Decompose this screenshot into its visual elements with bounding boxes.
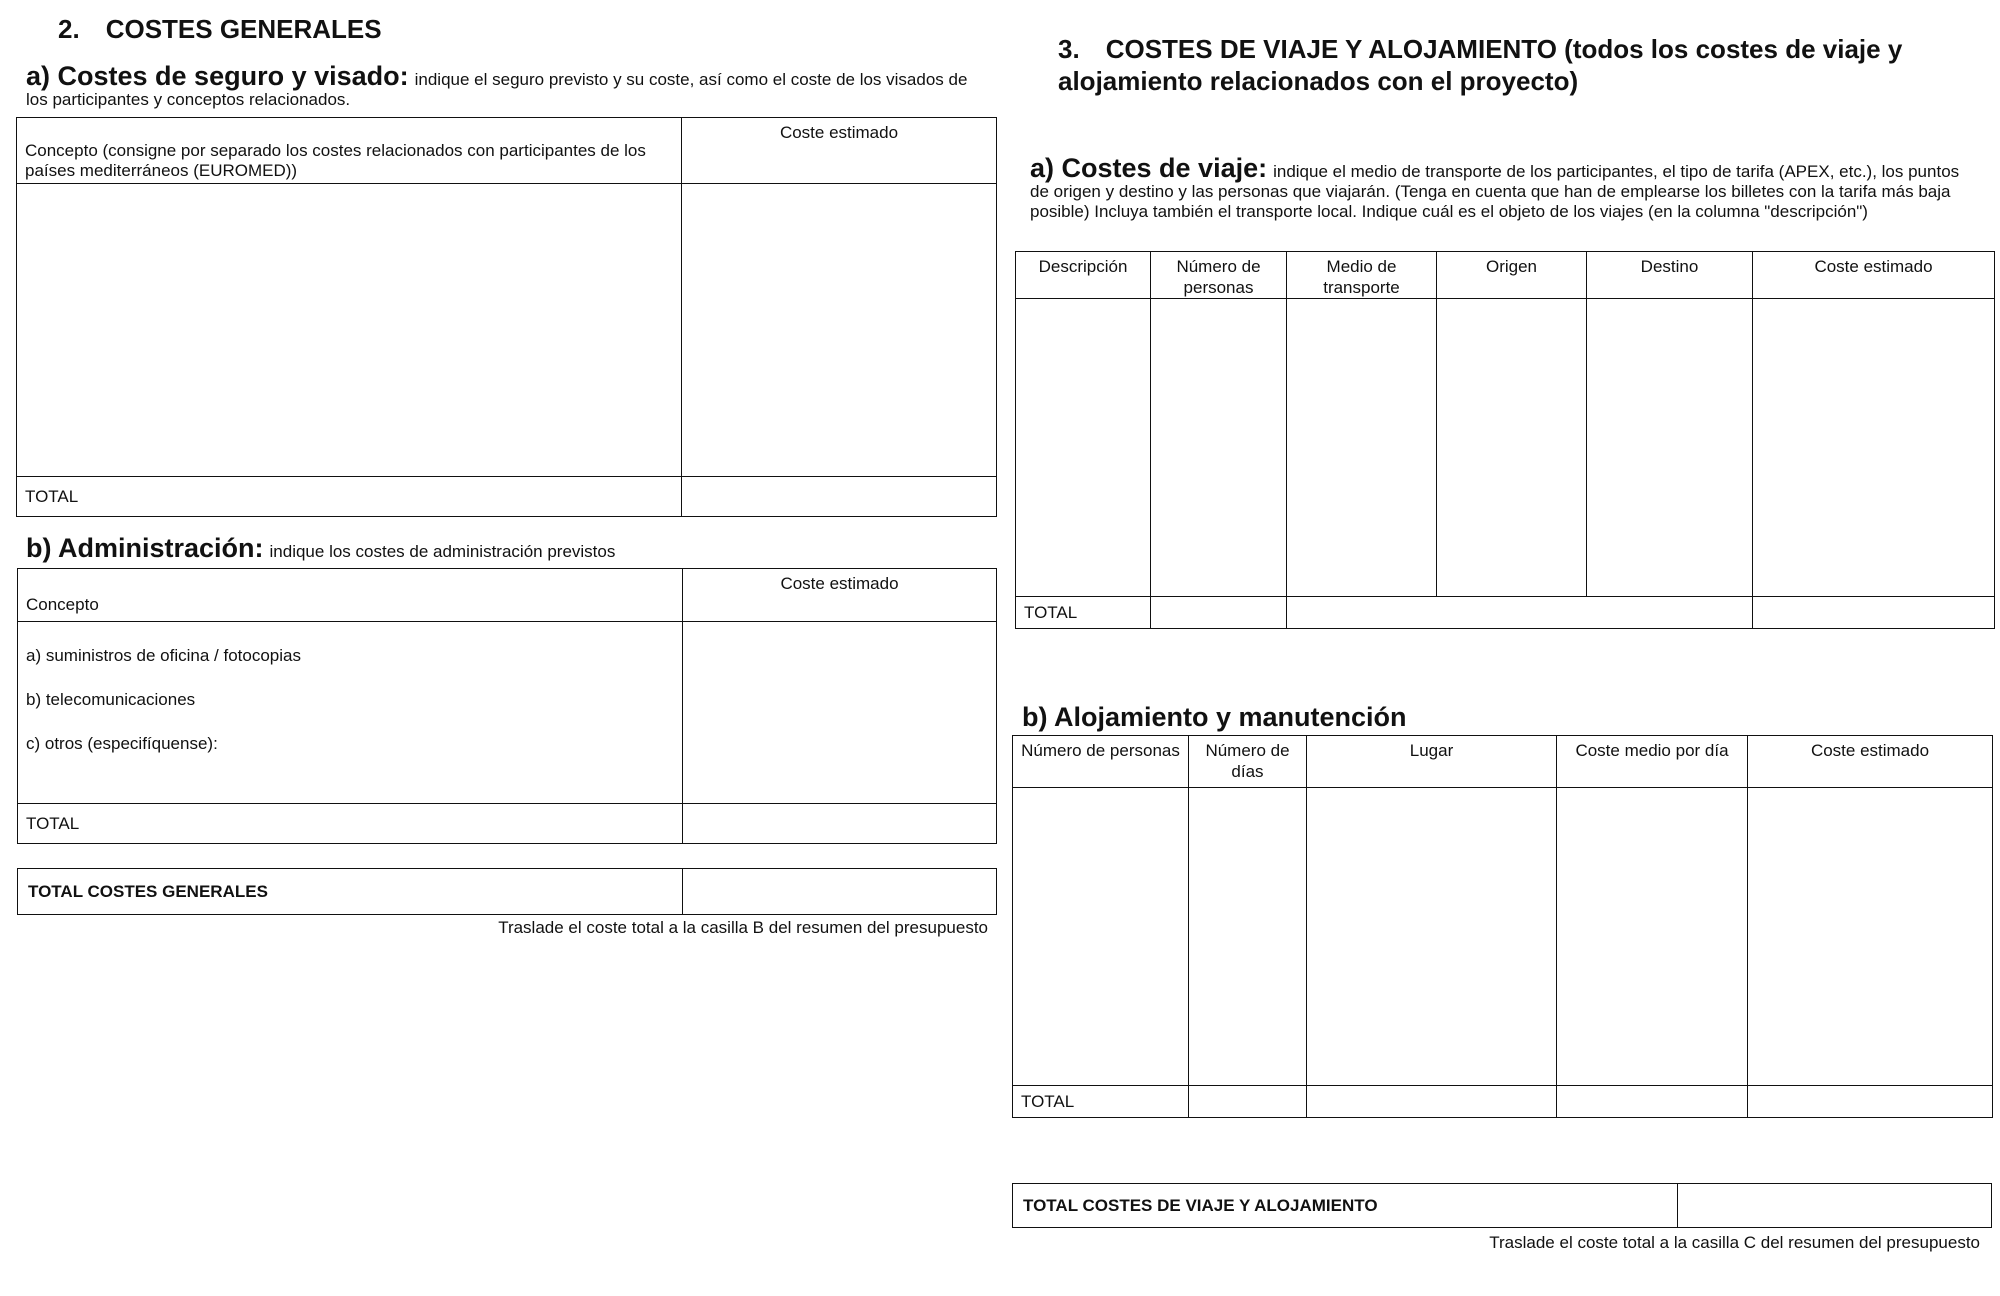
accommodation-heading: b) Alojamiento y manutención (1022, 702, 1407, 732)
travel-accommodation-note: Traslade el coste total a la casilla C del resumen del presupuesto (1489, 1233, 1980, 1252)
insurance-visa-table (16, 117, 997, 517)
administration-lead: b) Administración: (26, 533, 264, 563)
travel-accommodation-total-table (1012, 1183, 1992, 1228)
section-3-title-line2: alojamiento relacionados con el proyecto) (1058, 66, 1579, 96)
travel-total-blank-cell (1287, 597, 1753, 629)
general-costs-note: Traslade el coste total a la casilla B del resumen del presupuesto (498, 918, 988, 937)
travel-costs-table (1015, 251, 1995, 629)
total-cost-cell[interactable] (682, 477, 997, 517)
accom-cost-cell[interactable] (1748, 788, 1993, 1086)
cost-entry-cell[interactable] (682, 184, 997, 477)
insurance-visa-instructions: indique el seguro previsto y su coste, así como el coste de los visados de los participantes y conceptos relacionados. (26, 70, 968, 109)
total-cost-cell[interactable] (683, 804, 997, 844)
accom-total-avg-cell[interactable] (1557, 1086, 1748, 1118)
section-3-title-line1: COSTES DE VIAJE Y ALOJAMIENTO (todos los costes de viaje y (1105, 34, 1903, 64)
cost-entry-cell[interactable] (683, 622, 997, 804)
travel-costs-instructions: indique el medio de transporte de los participantes, el tipo de tarifa (APEX, etc.), los puntos de origen y destino y las personas que viajarán. (Tenga en cuenta que han de emplearse los billetes con la tarifa más baja posible) Incluya también el transporte local. Indique cuál es el objeto de los viajes (en la columna "descripción") (1030, 162, 1960, 221)
accom-total-place-cell[interactable] (1307, 1086, 1557, 1118)
travel-origin-cell[interactable] (1437, 299, 1587, 597)
insurance-visa-lead: a) Costes de seguro y visado: (26, 61, 409, 91)
travel-col-description: Descripción (1016, 252, 1151, 299)
accom-col-estimated-cost: Coste estimado (1748, 736, 1993, 788)
accom-place-cell[interactable] (1307, 788, 1557, 1086)
accom-col-num-people: Número de personas (1013, 736, 1189, 788)
travel-accommodation-total-cell[interactable] (1678, 1184, 1992, 1228)
accom-avg-cost-cell[interactable] (1557, 788, 1748, 1086)
travel-costs-lead: a) Costes de viaje: (1030, 153, 1268, 183)
section-2-title-text: COSTES GENERALES (105, 14, 382, 44)
accom-col-avg-daily-cost: Coste medio por día (1557, 736, 1748, 788)
total-label: TOTAL (1013, 1086, 1189, 1118)
concept-column-header: Concepto (18, 569, 683, 622)
travel-total-cost-cell[interactable] (1753, 597, 1995, 629)
estimated-cost-column-header: Coste estimado (682, 118, 997, 184)
travel-col-estimated-cost: Coste estimado (1753, 252, 1995, 299)
accom-col-place: Lugar (1307, 736, 1557, 788)
section-3-title (1058, 33, 1902, 97)
section-2-number: 2. (58, 14, 80, 44)
admin-item-telecom: b) telecomunicaciones (26, 690, 196, 709)
accom-num-people-cell[interactable] (1013, 788, 1189, 1086)
travel-accommodation-total-label: TOTAL COSTES DE VIAJE Y ALOJAMIENTO (1013, 1184, 1678, 1228)
section-2-title (58, 14, 382, 45)
concept-entry-cell[interactable] (17, 184, 682, 477)
estimated-cost-column-header: Coste estimado (683, 569, 997, 622)
total-label: TOTAL (1016, 597, 1151, 629)
total-label: TOTAL (18, 804, 683, 844)
insurance-visa-heading (26, 61, 986, 110)
travel-transport-cell[interactable] (1287, 299, 1437, 597)
general-costs-total-label: TOTAL COSTES GENERALES (18, 869, 683, 915)
travel-col-num-people: Número de personas (1151, 252, 1287, 299)
travel-col-transport: Medio de transporte (1287, 252, 1437, 299)
admin-item-office-supplies: a) suministros de oficina / fotocopias (26, 646, 301, 665)
travel-costs-heading (1030, 153, 1975, 222)
accommodation-table (1012, 735, 1993, 1118)
concept-column-header: Concepto (consigne por separado los costes relacionados con participantes de los países mediterráneos (EUROMED)) (17, 118, 682, 184)
section-3-number: 3. (1058, 34, 1080, 64)
accom-col-num-days: Número de días (1189, 736, 1307, 788)
administration-instructions: indique los costes de administración previstos (269, 542, 616, 561)
admin-item-other: c) otros (especifíquense): (26, 734, 218, 753)
accom-total-cost-cell[interactable] (1748, 1086, 1993, 1118)
accom-num-days-cell[interactable] (1189, 788, 1307, 1086)
travel-total-people-cell[interactable] (1151, 597, 1287, 629)
travel-destination-cell[interactable] (1587, 299, 1753, 597)
administration-heading (26, 533, 986, 563)
accom-total-days-cell[interactable] (1189, 1086, 1307, 1118)
travel-num-people-cell[interactable] (1151, 299, 1287, 597)
travel-col-destination: Destino (1587, 252, 1753, 299)
admin-items-cell (18, 622, 683, 804)
travel-col-origin: Origen (1437, 252, 1587, 299)
total-label: TOTAL (17, 477, 682, 517)
travel-description-cell[interactable] (1016, 299, 1151, 597)
general-costs-total-cell[interactable] (683, 869, 997, 915)
administration-table (17, 568, 997, 844)
travel-cost-cell[interactable] (1753, 299, 1995, 597)
general-costs-total-table (17, 868, 997, 915)
